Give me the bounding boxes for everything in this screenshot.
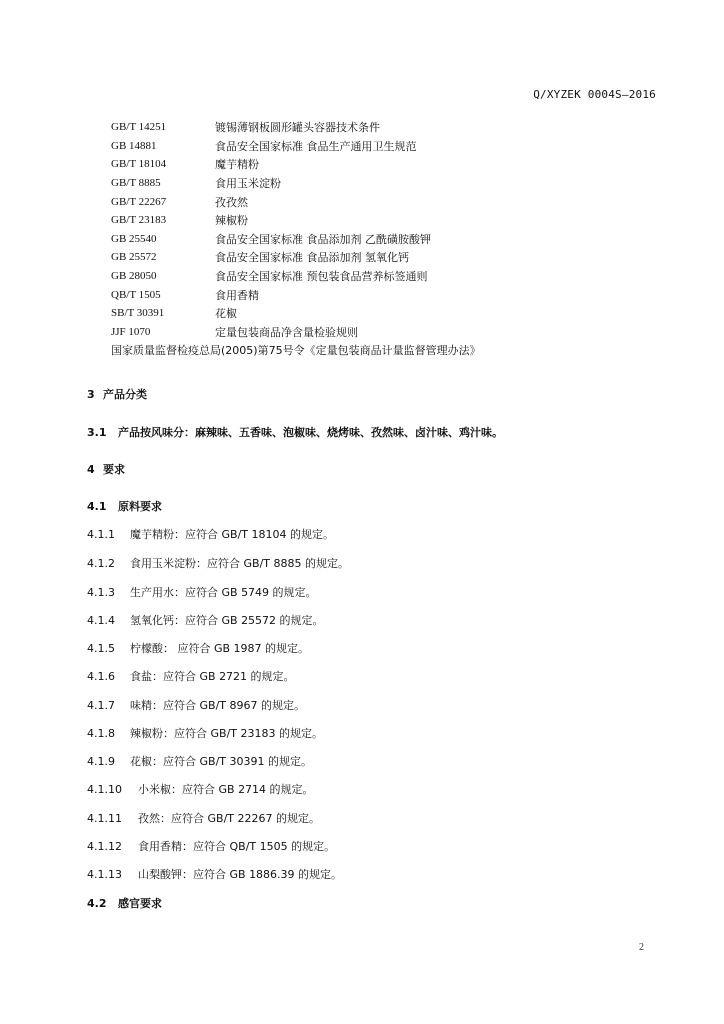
reference-row [111, 192, 481, 211]
clause [87, 424, 503, 440]
clause-number: 4.1.8 [87, 726, 115, 740]
clause [87, 555, 349, 571]
clause-text: 食盐：应符合 GB 2721 的规定。 [130, 670, 295, 683]
subsection-number: 4.1 [87, 499, 107, 513]
clause-number: 4.1.1 [87, 527, 115, 541]
reference-code: GB 14881 [111, 139, 157, 152]
clause-number: 4.1.6 [87, 669, 115, 683]
reference-code: GB/T 14251 [111, 121, 167, 134]
clause [87, 640, 309, 656]
clause-number: 4.1.9 [87, 754, 115, 768]
subsection-heading [87, 498, 162, 514]
subsection-number: 4.2 [87, 896, 107, 910]
document-code-header: Q/XYZEK 0004S—2016 [533, 88, 656, 101]
reference-title: 食品安全国家标准 食品添加剂 乙酰磺胺酸钾 [215, 232, 431, 246]
reference-row [111, 285, 481, 304]
section-title: 产品分类 [103, 388, 147, 401]
section-number: 3 [87, 387, 95, 401]
reference-title: 花椒 [215, 307, 237, 321]
clause-text: 食用香精：应符合 QB/T 1505 的规定。 [138, 840, 336, 853]
clause [87, 725, 323, 741]
reference-row [111, 248, 481, 267]
clause-number: 4.1.2 [87, 556, 115, 570]
clause-text: 味精：应符合 GB/T 8967 的规定。 [130, 699, 305, 712]
clause [87, 810, 320, 826]
reference-row [111, 174, 481, 193]
clause-text: 氢氧化钙：应符合 GB 25572 的规定。 [130, 614, 324, 627]
reference-row [111, 155, 481, 174]
reference-title: 魔芋精粉 [215, 158, 259, 172]
reference-code: GB 25572 [111, 251, 157, 264]
reference-code: QB/T 1505 [111, 288, 161, 301]
clause-text: 辣椒粉：应符合 GB/T 23183 的规定。 [130, 727, 323, 740]
clause-text: 产品按风味分：麻辣味、五香味、泡椒味、烧烤味、孜然味、卤汁味、鸡汁味。 [118, 426, 503, 439]
section-title: 要求 [103, 463, 125, 476]
reference-row [111, 137, 481, 156]
reference-title: 食品安全国家标准 预包装食品营养标签通则 [215, 270, 428, 284]
clause [87, 668, 295, 684]
reference-code: GB 25540 [111, 232, 157, 245]
reference-code: GB/T 22267 [111, 195, 167, 208]
reference-title: 食用香精 [215, 288, 259, 302]
reference-code: GB/T 8885 [111, 177, 161, 190]
normative-references-list [111, 118, 481, 360]
clause-text: 孜然：应符合 GB/T 22267 的规定。 [138, 812, 320, 825]
reference-row [111, 304, 481, 323]
reference-title: 食用玉米淀粉 [215, 177, 281, 191]
reference-code: JJF 1070 [111, 325, 151, 338]
reference-code: GB 28050 [111, 270, 157, 283]
reference-title: 辣椒粉 [215, 214, 248, 228]
reference-note: 国家质量监督检疫总局(2005)第75号令《定量包装商品计量监督管理办法》 [111, 344, 481, 358]
subsection-title: 感官要求 [118, 897, 162, 910]
reference-code: GB/T 23183 [111, 214, 167, 227]
clause [87, 584, 317, 600]
reference-row [111, 267, 481, 286]
clause [87, 838, 335, 854]
clause-number: 4.1.10 [87, 782, 122, 796]
clause-number: 4.1.11 [87, 811, 122, 825]
clause-text: 山梨酸钾：应符合 GB 1886.39 的规定。 [138, 868, 343, 881]
section-number: 4 [87, 462, 95, 476]
section-heading [87, 386, 147, 402]
reference-title: 定量包装商品净含量检验规则 [215, 325, 358, 339]
clause-number: 4.1.13 [87, 867, 122, 881]
clause-number: 3.1 [87, 425, 107, 439]
reference-title: 食品安全国家标准 食品生产通用卫生规范 [215, 139, 417, 153]
clause-text: 小米椒：应符合 GB 2714 的规定。 [138, 783, 314, 796]
reference-row [111, 230, 481, 249]
clause-text: 食用玉米淀粉：应符合 GB/T 8885 的规定。 [130, 557, 349, 570]
clause-text: 花椒：应符合 GB/T 30391 的规定。 [130, 755, 312, 768]
clause-number: 4.1.7 [87, 698, 115, 712]
section-heading [87, 461, 125, 477]
clause-number: 4.1.5 [87, 641, 115, 655]
clause [87, 866, 342, 882]
clause-text: 生产用水：应符合 GB 5749 的规定。 [130, 586, 317, 599]
clause [87, 781, 314, 797]
clause [87, 753, 312, 769]
clause [87, 526, 334, 542]
reference-code: SB/T 30391 [111, 307, 165, 320]
reference-row [111, 118, 481, 137]
clause-text: 魔芋精粉：应符合 GB/T 18104 的规定。 [130, 528, 334, 541]
reference-title: 孜孜然 [215, 195, 248, 209]
subsection-title: 原料要求 [118, 500, 162, 513]
reference-code: GB/T 18104 [111, 158, 167, 171]
reference-row [111, 211, 481, 230]
clause-number: 4.1.4 [87, 613, 115, 627]
clause-number: 4.1.12 [87, 839, 122, 853]
reference-title: 食品安全国家标准 食品添加剂 氢氧化钙 [215, 251, 409, 265]
clause [87, 697, 305, 713]
clause [87, 612, 324, 628]
page-number: 2 [639, 942, 644, 953]
reference-row [111, 323, 481, 342]
clause-number: 4.1.3 [87, 585, 115, 599]
clause-text: 柠檬酸： 应符合 GB 1987 的规定。 [130, 642, 310, 655]
reference-title: 镀锡薄钢板圆形罐头容器技术条件 [215, 121, 380, 135]
subsection-heading [87, 895, 162, 911]
